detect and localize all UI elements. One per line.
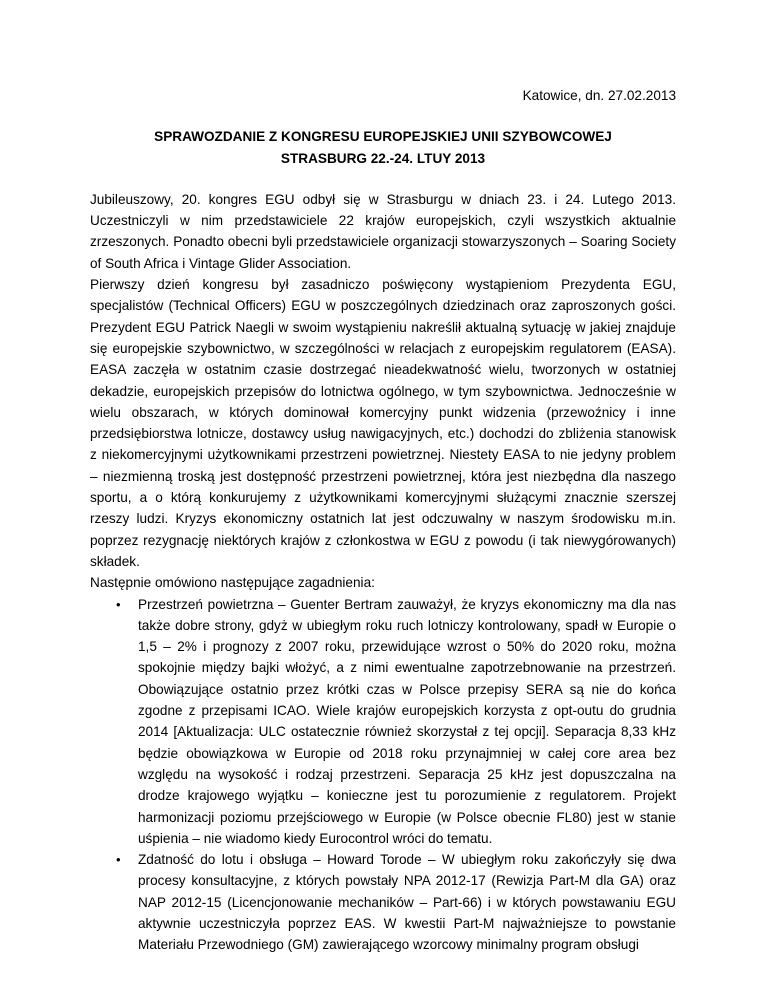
bullet-icon: •	[116, 596, 121, 612]
paragraph-first-day: Pierwszy dzień kongresu był zasadniczo poświęcony wystąpieniom Prezydenta EGU, specjalistów (Technical Officers) EGU w poszczególnych dziedzinach oraz zaproszonych gości. Prezydent EGU Patrick Naegli w swoim wystąpieniu nakreślił aktualną sytuację w jakiej znajduje się europejskie szybownictwo, w szczególności w relacjach z europejskim regulatorem (EASA). EASA zaczęła w ostatnim czasie dostrzegać nieadekwatność wielu, tworzonych w ostatniej dekadzie, europejskich przepisów do lotnictwa ogólnego, w tym szybownictwa. Jednocześnie w wielu obszarach, w których dominował komercyjny punkt widzenia (przewoźnicy i inne przedsiębiorstwa lotnicze, dostawcy usług nawigacyjnych, etc.) dochodzi do zbliżenia stanowisk z niekomercyjnymi użytkownikami przestrzeni powietrznej. Niestety EASA to nie jedyny problem – niezmienną troską jest dostępność przestrzeni powietrznej, która jest niezbędna dla naszego sportu, a o którą konkurujemy z użytkownikami komercyjnymi służącymi znacznie szerszej rzeszy ludzi. Kryzys ekonomiczny ostatnich lat jest odczuwalny w naszym środowisku m.in. poprzez rezygnację niektórych krajów z członkostwa w EGU z powodu (i tak niewygórowanych) składek.	[90, 277, 676, 569]
title-line-1: SPRAWOZDANIE Z KONGRESU EUROPEJSKIEJ UNII SZYBOWCOWEJ	[154, 129, 612, 145]
list-item	[90, 849, 676, 955]
bullet-icon: •	[116, 852, 121, 868]
paragraph-topics-intro: Następnie omówiono następujące zagadnienia:	[90, 575, 375, 591]
list-item-text: Przestrzeń powietrzna – Guenter Bertram zauważył, że kryzys ekonomiczny ma dla nas także dobre strony, gdyż w ubiegłym roku ruch lotniczy kontrolowany, spadł w Europie o 1,5 – 2% i prognozy z 2007 roku, przewidujące wzrost o 50% do 2020 roku, można spokojnie między bajki włożyć, a z nimi ewentualne zapotrzebnowanie na przestrzeń. Obowiązujące ostatnio przez krótki czas w Polsce przepisy SERA są nie do końca zgodne z przepisami ICAO. Wiele krajów europejskich korzysta z opt-outu do grudnia 2014 [Aktualizacja: ULC ostatecznie również skorzystał z tej opcji]. Separacja 8,33 kHz będzie obowiązkowa w Europie od 2018 roku przynajmniej w całej core area bez względu na wysokość i rodzaj przestrzeni. Separacja 25 kHz jest dopuszczalna na drodze krajowego wyjątku – konieczne jest tu porozumienie z regulatorem. Projekt harmonizacji poziomu przejściowego w Europie (w Polsce obecnie FL80) jest w stanie uśpienia – nie wiadomo kiedy Eurocontrol wróci do tematu.	[138, 596, 676, 846]
list-item-text: Zdatność do lotu i obsługa – Howard Torode – W ubiegłym roku zakończyły się dwa procesy konsultacyjne, z których powstały NPA 2012-17 (Rewizja Part-M dla GA) oraz NAP 2012-15 (Licencjonowanie mechaników – Part-66) i w których powstawaniu EGU aktywnie uczestniczyła poprzez EAS. W kwestii Part-M najważniejsze to powstanie Materiału Przewodniego (GM) zawierającego wzorcowy minimalny program obsługi	[138, 852, 676, 953]
title-line-2: STRASBURG 22.-24. LTUY 2013	[280, 150, 486, 166]
topics-list	[90, 594, 676, 956]
paragraph-intro: Jubileuszowy, 20. kongres EGU odbył się w Strasburgu w dniach 23. i 24. Lutego 2013. Uczestniczyli w nim przedstawiciele 22 krajów europejskich, czyli wszystkich aktualnie zrzeszonych. Ponadto obecni byli przedstawiciele organizacji stowarzyszonych – Soaring Society of South Africa i Vintage Glider Association.	[90, 191, 676, 271]
date-line: Katowice, dn. 27.02.2013	[522, 88, 676, 103]
document-title	[90, 126, 676, 169]
list-item	[90, 594, 676, 850]
document-content	[90, 85, 676, 956]
